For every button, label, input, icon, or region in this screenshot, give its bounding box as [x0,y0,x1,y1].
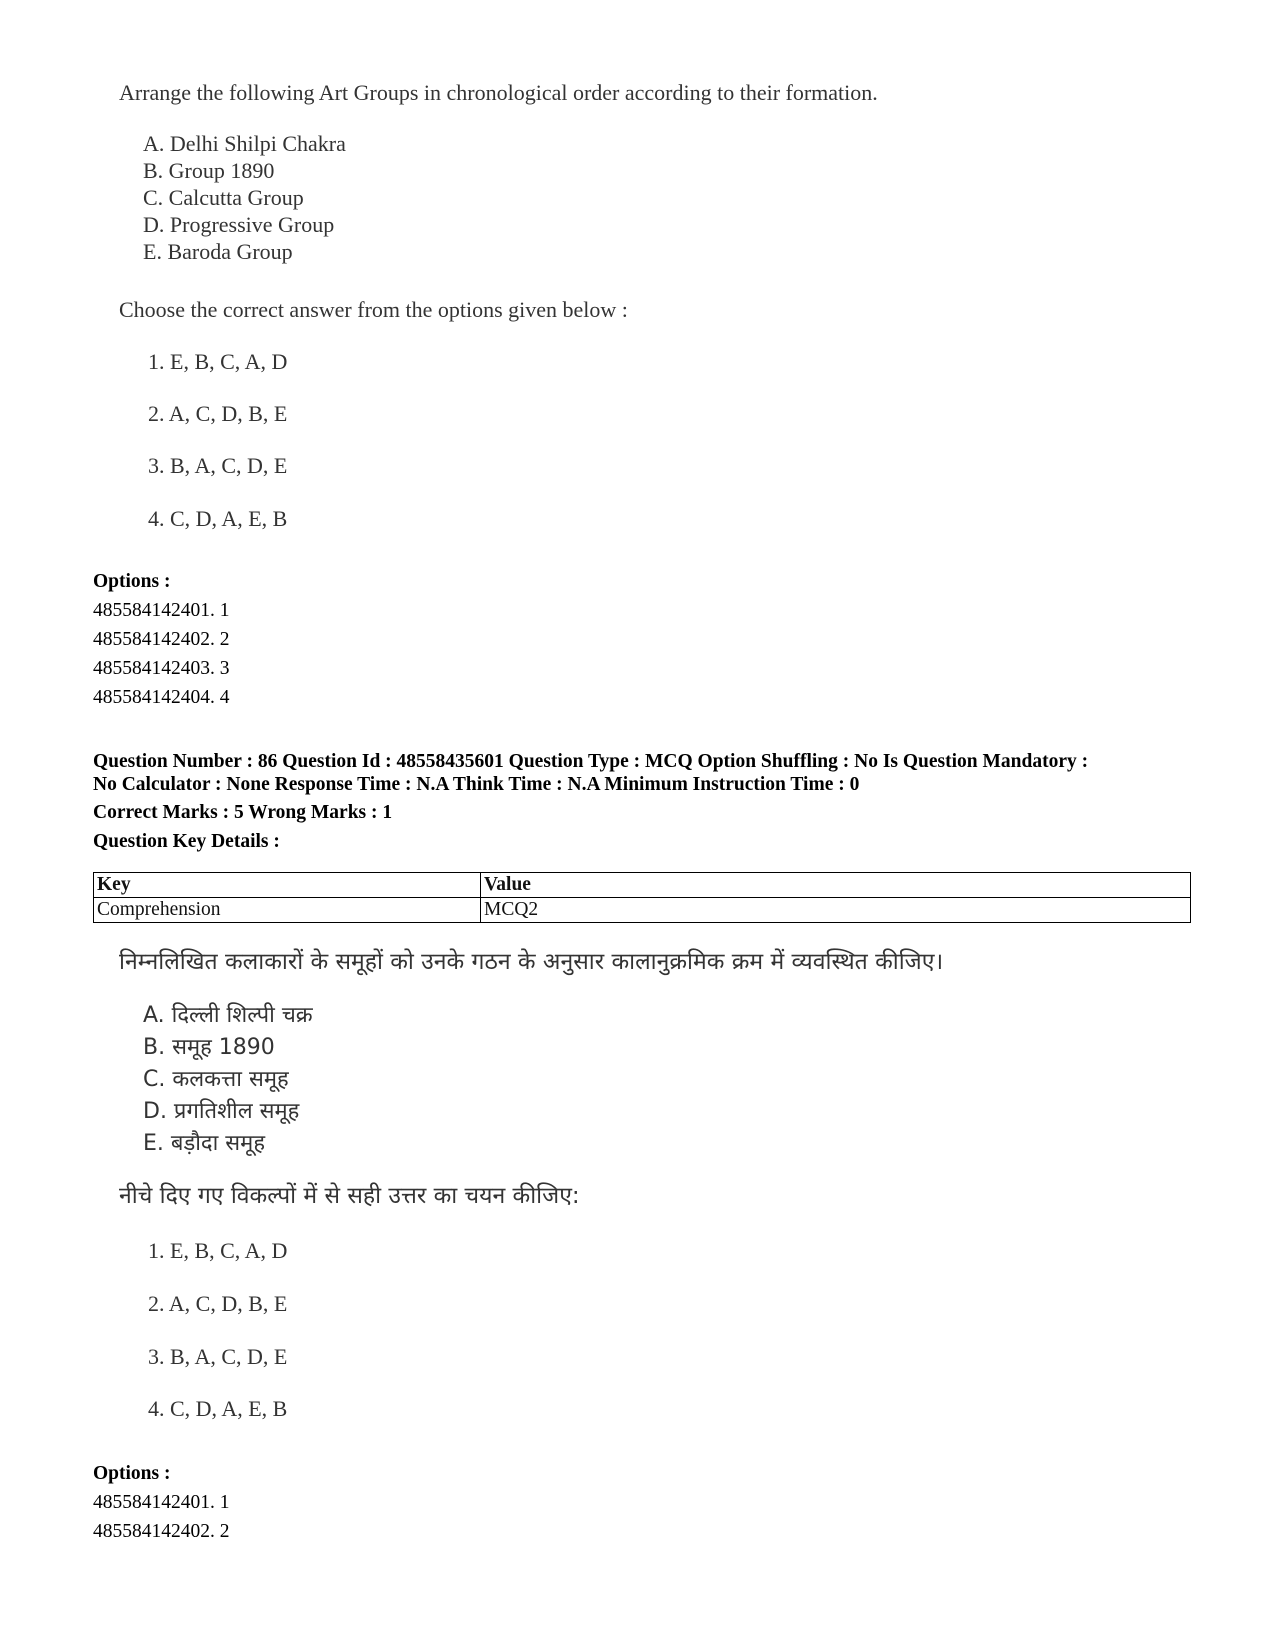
list-item: C. Calcutta Group [143,185,304,210]
option-id: 485584142403. 3 [93,658,230,679]
option-id: 485584142401. 1 [93,600,230,621]
table-cell-value: MCQ2 [481,898,1191,923]
answer-choice: 2. A, C, D, B, E [148,1291,288,1316]
option-id: 485584142404. 4 [93,687,230,708]
table-header-key: Key [94,873,481,898]
table-header-row [94,873,1191,898]
list-item: E. Baroda Group [143,239,293,264]
table-header-value: Value [481,873,1191,898]
table-cell-key: Comprehension [94,898,481,923]
option-id: 485584142402. 2 [93,1521,230,1542]
marks-line: Correct Marks : 5 Wrong Marks : 1 [93,802,393,823]
answer-choice: 1. E, B, C, A, D [148,1238,288,1263]
list-item: E. बड़ौदा समूह [143,1131,266,1156]
table-row [94,898,1191,923]
question-meta-line-2: No Calculator : None Response Time : N.A Think Time : N.A Minimum Instruction Time : 0 [93,774,860,795]
key-details-table [93,872,1191,923]
question-text-hindi: निम्नलिखित कलाकारों के समूहों को उनके गठन के अनुसार कालानुक्रमिक क्रम में व्यवस्थित कीजिए। [119,949,944,975]
instruction-hindi: नीचे दिए गए विकल्पों में से सही उत्तर का चयन कीजिए: [119,1183,580,1209]
instruction-english: Choose the correct answer from the options given below : [119,297,628,322]
list-item: B. समूह 1890 [143,1035,275,1060]
answer-choice: 2. A, C, D, B, E [148,401,288,426]
list-item: D. Progressive Group [143,212,335,237]
list-item: A. दिल्ली शिल्पी चक्र [143,1003,313,1028]
list-item: D. प्रगतिशील समूह [143,1099,300,1124]
question-meta-line-1: Question Number : 86 Question Id : 48558435601 Question Type : MCQ Option Shuffling : No Is Question Mandatory : [93,751,1089,772]
question-items-hindi [143,1000,313,1160]
options-label: Options : [93,571,171,592]
option-id: 485584142401. 1 [93,1492,230,1513]
answer-choice: 3. B, A, C, D, E [148,453,288,478]
list-item: A. Delhi Shilpi Chakra [143,131,346,156]
option-id: 485584142402. 2 [93,629,230,650]
options-label: Options : [93,1463,171,1484]
list-item: B. Group 1890 [143,158,275,183]
answer-choice: 1. E, B, C, A, D [148,349,288,374]
key-details-label: Question Key Details : [93,831,280,852]
answer-choice: 3. B, A, C, D, E [148,1344,288,1369]
list-item: C. कलकत्ता समूह [143,1067,289,1092]
question-text-english: Arrange the following Art Groups in chronological order according to their formation. [119,80,878,105]
question-items-english [143,130,346,265]
answer-choice: 4. C, D, A, E, B [148,506,288,531]
answer-choice: 4. C, D, A, E, B [148,1396,288,1421]
